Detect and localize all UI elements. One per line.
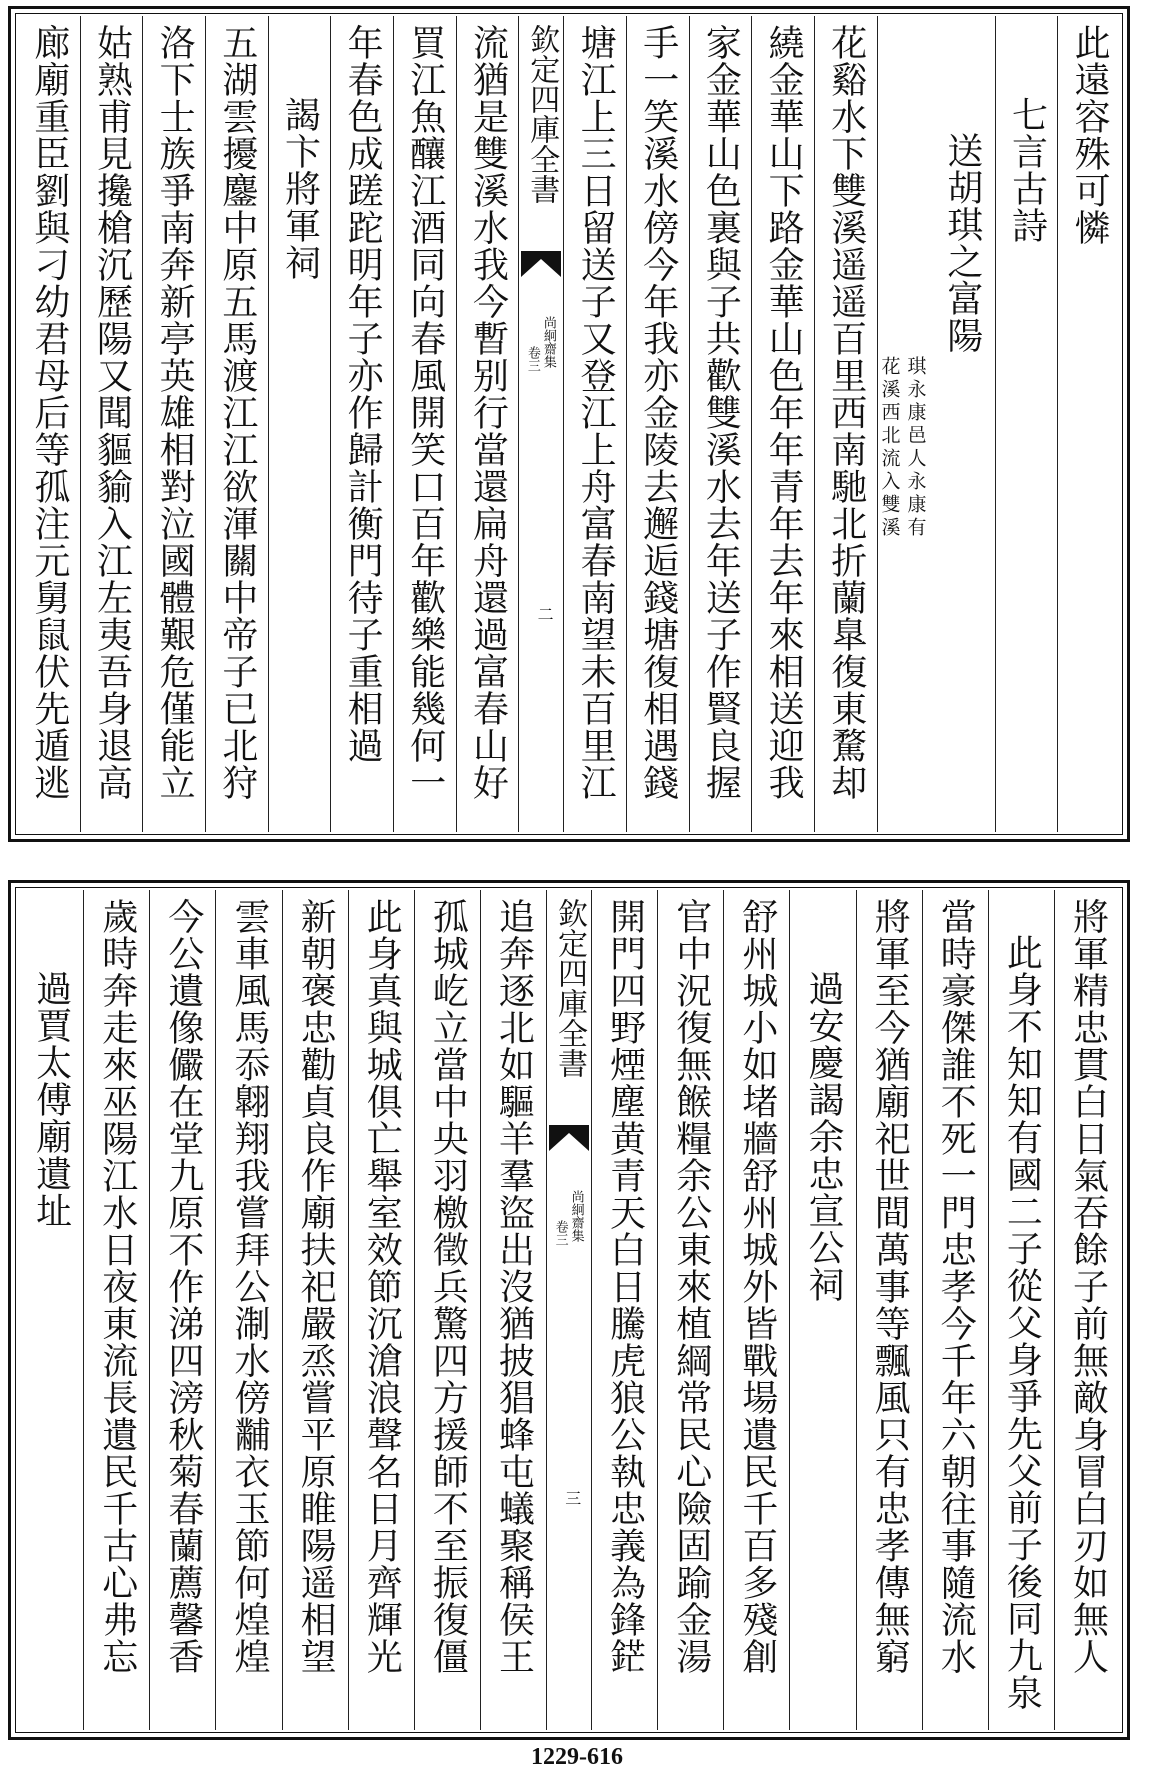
text-column — [215, 890, 281, 1730]
column-text: 姑熟甫見攙槍沉歷陽又聞貙貐入江左夷吾身退高 — [91, 24, 133, 801]
column-text: 年春色成蹉跎明年子亦作歸計衡門待子重相過 — [342, 24, 384, 764]
column-text: 今公遺像儼在堂九原不作涕四滂秋菊春蘭薦馨香 — [162, 898, 204, 1675]
column-text: 將軍至今猶廟祀世間萬事等飄風只有忠孝傳無窮 — [869, 898, 911, 1675]
column-text: 流猶是雙溪水我今暫别行當還扁舟還過富春山好 — [467, 24, 509, 801]
text-column — [393, 16, 456, 832]
column-text: 洛下士族爭南奔新亭英雄相對泣國體艱危僅能立 — [154, 24, 196, 801]
column-text: 孤城屹立當中央羽檄徵兵驚四方援師不至振復僵 — [427, 898, 469, 1675]
text-column — [456, 16, 519, 832]
section-heading: 七言古詩 — [1006, 96, 1048, 244]
bottom-page-panel — [8, 880, 1130, 1740]
text-column — [988, 890, 1054, 1730]
text-column — [480, 890, 546, 1730]
juan-label: 卷三 — [524, 346, 540, 372]
text-column — [1054, 890, 1120, 1730]
column-text: 當時豪傑誰不死一門忠孝今千年六朝往事隨流水 — [935, 898, 977, 1675]
book-title: 尚絅齋集 — [540, 316, 556, 368]
column-text: 五湖雲擾鏖中原五馬渡江江欲渾關中帝子已北狩 — [216, 24, 258, 801]
column-text: 此身不知知有國二子從父身爭先父前子後同九泉 — [1001, 934, 1043, 1711]
center-fold-column — [546, 890, 591, 1730]
poem-title: 送胡琪之富陽 — [941, 132, 983, 354]
text-column — [657, 890, 723, 1730]
library-name: 欽定四庫全書 — [552, 898, 587, 1078]
text-column — [18, 16, 80, 832]
poem-title-column — [877, 16, 995, 832]
column-text: 此身真與城俱亡舉室效節沉滄浪聲名日月齊輝光 — [361, 898, 403, 1675]
text-column — [1057, 16, 1120, 832]
leaf-number: 三 — [562, 1490, 582, 1506]
poem-title: 過賈太傅廟遺址 — [30, 970, 72, 1229]
text-column — [149, 890, 215, 1730]
poem-title: 謁卞將軍祠 — [279, 96, 321, 281]
bottom-columns — [18, 890, 1120, 1730]
text-column — [563, 16, 626, 832]
text-column — [689, 16, 752, 832]
column-text: 家金華山色裏與子共歡雙溪水去年送子作賢良握 — [700, 24, 742, 801]
column-text: 繞金華山下路金華山色年年青年去年來相送迎我 — [763, 24, 805, 801]
text-column — [348, 890, 414, 1730]
text-column — [814, 16, 877, 832]
column-text: 塘江上三日留送子又登江上舟富春南望未百里江 — [575, 24, 617, 801]
column-text: 廊廟重臣劉與刁幼君母后等孤注元舅鼠伏先遁逃 — [28, 24, 70, 801]
poem-title-column — [18, 890, 83, 1730]
column-text: 此遠容殊可憐 — [1069, 24, 1111, 246]
text-column — [723, 890, 789, 1730]
poem-title: 過安慶謁余忠宣公祠 — [802, 970, 844, 1303]
text-column — [83, 890, 149, 1730]
library-name: 欽定四庫全書 — [524, 24, 560, 204]
text-column — [751, 16, 814, 832]
text-column — [626, 16, 689, 832]
annotation-line: 花溪西北流入雙溪 — [878, 356, 901, 540]
column-text: 買江魚釀江酒同向春風開笑口百年歡樂能幾何一 — [404, 24, 446, 801]
fish-tail-mark-icon — [549, 1125, 589, 1151]
column-text: 將軍精忠貫白日氣吞餘子前無敵身冒白刃如無人 — [1067, 898, 1109, 1675]
column-text: 花谿水下雙溪遥遥百里西南馳北折蘭臯復東騖却 — [825, 24, 867, 801]
column-text: 官中況復無餱糧余公東來植綱常民心險固踰金湯 — [670, 898, 712, 1675]
center-fold-column — [518, 16, 563, 832]
column-text: 歲時奔走來巫陽江水日夜東流長遺民千古心弗忘 — [96, 898, 138, 1675]
column-text: 新朝褒忠勸貞良作廟扶祀嚴烝嘗平原睢陽遥相望 — [295, 898, 337, 1675]
text-column — [205, 16, 268, 832]
leaf-number: 二 — [535, 606, 555, 622]
juan-label: 卷三 — [552, 1220, 568, 1246]
text-column — [414, 890, 480, 1730]
column-text: 開門四野煙塵黄青天白日騰虎狼公執忠義為鋒鋩 — [604, 898, 646, 1675]
text-column — [142, 16, 205, 832]
poem-title-column — [789, 890, 855, 1730]
column-text: 雲車風馬忝翺翔我嘗拜公淛水傍黼衣玉節何煌煌 — [228, 898, 270, 1675]
column-text: 舒州城小如堵牆舒州城外皆戰場遺民千百多殘創 — [736, 898, 778, 1675]
column-text: 追奔逐北如驅羊羣盜出沒猶披猖蜂屯蟻聚稱侯王 — [493, 898, 535, 1675]
text-column — [922, 890, 988, 1730]
annotation-line: 琪永康邑人永康有 — [904, 356, 927, 540]
fish-tail-mark-icon — [521, 251, 561, 277]
top-columns — [18, 16, 1120, 832]
text-column — [591, 890, 657, 1730]
poem-title-column — [268, 16, 331, 832]
text-column — [282, 890, 348, 1730]
page-number: 1229-616 — [531, 1744, 623, 1770]
text-column — [330, 16, 393, 832]
top-page-panel — [8, 6, 1130, 842]
column-text: 手一笑溪水傍今年我亦金陵去邂逅錢塘復相遇錢 — [637, 24, 679, 801]
book-title: 尚絅齋集 — [568, 1190, 584, 1242]
text-column — [856, 890, 922, 1730]
text-column — [80, 16, 143, 832]
section-heading-column — [995, 16, 1058, 832]
